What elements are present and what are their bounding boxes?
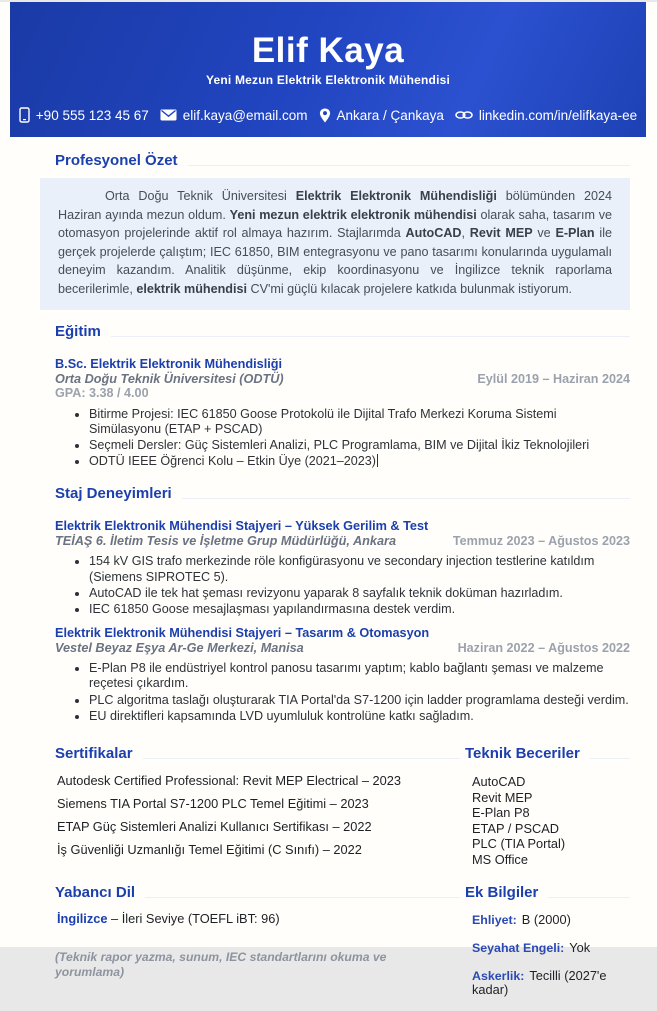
- school-name: Orta Doğu Teknik Üniversitesi (ODTÜ): [55, 371, 284, 386]
- extra-info-list: [472, 913, 630, 997]
- heading-divider: [548, 885, 630, 898]
- language-note: (Teknik rapor yazma, sunum, IEC standartlarını okuma ve yorumlama): [55, 950, 387, 979]
- location-contact: [319, 108, 444, 123]
- internship-entry-2: [40, 626, 630, 724]
- bottom-right-column: [460, 746, 630, 1011]
- skill-item: MS Office: [472, 851, 528, 867]
- certificate-list: [57, 774, 460, 857]
- certificates-heading: Sertifikalar: [55, 745, 133, 762]
- education-bullet: • ODTÜ IEEE Öğrenci Kolu – Etkin Üye (2021–2023): [89, 454, 630, 469]
- heading-divider: [590, 746, 630, 759]
- job-bullet-list: [55, 661, 630, 724]
- skill-item: ETAP / PSCAD: [472, 820, 559, 836]
- cv-body: [0, 153, 657, 1011]
- location-text: Ankara / Çankaya: [336, 107, 444, 123]
- text-segment: olarak saha, tasarım ve otomasyon projelerinde aktif rol almaya hazırım. Stajlarımda: [58, 207, 612, 241]
- contact-row: [10, 107, 646, 123]
- email-icon: [160, 109, 177, 121]
- skills-heading: Teknik Beceriler: [465, 745, 580, 762]
- extra-info-item-label: Seyahat Engeli:: [472, 941, 565, 955]
- extra-heading: Ek Bilgiler: [465, 884, 539, 901]
- text-segment: ,: [461, 226, 470, 241]
- text-segment: Elektrik Elektronik Mühendisliği: [295, 189, 497, 203]
- skill-list: [472, 774, 630, 867]
- language-level: – İleri Seviye (TOEFL iBT: 96): [107, 911, 280, 926]
- job-bullet-list: [55, 554, 630, 617]
- certificate-item: Siemens TIA Portal S7-1200 PLC Temel Eğitimi – 2023: [57, 796, 369, 811]
- phone-text: +90 555 123 45 67: [35, 107, 149, 123]
- language-name: İngilizce: [57, 911, 108, 926]
- email-contact[interactable]: [160, 108, 308, 123]
- cv-document-page[interactable]: [0, 2, 657, 997]
- text-segment: ile gerçek projelerde çalıştım; IEC 61850, BIM entegrasyonu ve pano tasarımı konularında uygulamalı deneyim kazandım. Analitik düşünme, ekip koordinasyonu ve İngilizce teknik raporlama becerilerimle,: [58, 226, 612, 296]
- extra-info-item-label: Ehliyet:: [472, 913, 517, 927]
- text-segment: Orta Doğu Teknik Üniversitesi: [105, 189, 296, 203]
- heading-divider: [188, 153, 630, 166]
- skill-item: E-Plan P8: [472, 805, 530, 820]
- gpa-line: GPA: 3.38 / 4.00: [55, 385, 149, 400]
- linkedin-text: linkedin.com/in/elifkaya-ee: [478, 107, 638, 123]
- education-bullet-list: [55, 407, 630, 470]
- summary-paragraph: [40, 178, 630, 310]
- person-title: Yeni Mezun Elektrik Elektronik Mühendisi: [205, 73, 451, 87]
- text-segment: elektrik mühendisi: [136, 281, 247, 296]
- degree-title: B.Sc. Elektrik Elektronik Mühendisliği: [55, 356, 283, 371]
- job-bullet: • EU direktifleri kapsamında LVD uyumluluk kontrolüne katkı sağladım.: [89, 709, 630, 724]
- job-bullet: • E-Plan P8 ile endüstriyel kontrol panosu tasarımı yaptım; kablo bağlantı şeması ve malzeme reçetesi çıkardım.: [89, 661, 630, 691]
- extra-info-item: [472, 969, 630, 997]
- job-title: Elektrik Elektronik Mühendisi Stajyeri – Tasarım & Otomasyon: [55, 626, 430, 641]
- internships-heading: Staj Deneyimleri: [55, 485, 172, 503]
- heading-divider: [182, 486, 630, 499]
- education-heading: Eğitim: [55, 322, 101, 340]
- link-icon: [455, 110, 473, 120]
- text-segment: AutoCAD: [405, 226, 462, 241]
- certificate-item: Autodesk Certified Professional: Revit MEP Electrical – 2023: [57, 773, 402, 788]
- extra-info-item-value: Tecilli (2027'e kadar): [472, 968, 607, 997]
- job-bullet: • PLC algoritma taslağı oluşturarak TIA Portal'da S7-1200 için ladder programlama desteği verdim.: [89, 693, 630, 708]
- text-segment: ve: [532, 226, 556, 241]
- text-cursor: [377, 454, 378, 467]
- job-bullet: • IEC 61850 Goose mesajlaşması yapılandırmasına destek verdim.: [89, 602, 630, 617]
- bottom-columns: [40, 746, 630, 1011]
- job-company: Vestel Beyaz Eşya Ar-Ge Merkezi, Manisa: [55, 641, 304, 656]
- header-band: [10, 2, 646, 137]
- text-segment: Revit MEP: [469, 226, 533, 241]
- certificate-item: İş Güvenliği Uzmanlığı Temel Eğitimi (C Sınıfı) – 2022: [57, 842, 362, 857]
- extra-info-item: [472, 941, 630, 955]
- email-text: elif.kaya@email.com: [182, 107, 308, 123]
- extra-info-item: [472, 913, 630, 927]
- education-bullet: • Bitirme Projesi: IEC 61850 Goose Protokolü ile Dijital Trafo Merkezi Koruma Sistemi Simülasyonu (ETAP + PSCAD): [89, 407, 630, 437]
- linkedin-contact[interactable]: [455, 108, 637, 123]
- bottom-left-column: [40, 746, 460, 1011]
- location-icon: [319, 108, 331, 123]
- text-segment: bölümünden 2024 Haziran ayında mezun oldum.: [58, 189, 612, 222]
- section-internships: [40, 486, 630, 724]
- heading-divider: [143, 746, 460, 759]
- language-line: [57, 912, 460, 926]
- heading-divider: [111, 324, 630, 337]
- extra-info-item-label: Askerlik:: [472, 969, 525, 983]
- extra-info-item-value: Yok: [569, 940, 591, 955]
- certificate-item: ETAP Güç Sistemleri Analizi Kullanıcı Sertifikası – 2022: [57, 819, 372, 834]
- skill-item: AutoCAD: [472, 774, 526, 789]
- language-heading: Yabancı Dil: [55, 884, 136, 901]
- extra-info-item-value: B (2000): [521, 912, 571, 927]
- skill-item: Revit MEP: [472, 789, 533, 805]
- job-bullet: • AutoCAD ile tek hat şeması revizyonu yaparak 8 sayfalık teknik doküman hazırladım.: [89, 586, 630, 601]
- person-name: Elif Kaya: [251, 31, 405, 70]
- section-education: [40, 324, 630, 470]
- text-segment: E-Plan: [555, 226, 595, 241]
- text-segment: CV'mi güçlü kılacak projelere katkıda bulunmak istiyorum.: [246, 281, 573, 296]
- phone-contact: [19, 107, 149, 123]
- skill-item: PLC (TIA Portal): [472, 836, 566, 851]
- internship-entry-1: [40, 519, 630, 617]
- section-summary: [40, 153, 630, 310]
- heading-divider: [145, 885, 460, 898]
- job-title: Elektrik Elektronik Mühendisi Stajyeri – Yüksek Gerilim & Test: [55, 519, 429, 534]
- education-bullet: • Seçmeli Dersler: Güç Sistemleri Analizi, PLC Programlama, BIM ve Dijital İkiz Teknolojileri: [89, 438, 630, 453]
- text-segment: Yeni mezun elektrik elektronik mühendisi: [229, 207, 477, 222]
- job-dates: Temmuz 2023 – Ağustos 2023: [452, 534, 630, 549]
- job-bullet: • 154 kV GIS trafo merkezinde röle konfigürasyonu ve secondary injection testlerine katıldım (Siemens SIPROTEC 5).: [89, 554, 630, 584]
- summary-heading: Profesyonel Özet: [55, 152, 178, 169]
- job-company: TEİAŞ 6. İletim Tesis ve İşletme Grup Müdürlüğü, Ankara: [55, 534, 397, 549]
- phone-icon: [19, 107, 30, 123]
- education-dates: Eylül 2019 – Haziran 2024: [477, 371, 630, 386]
- job-dates: Haziran 2022 – Ağustos 2022: [457, 641, 630, 656]
